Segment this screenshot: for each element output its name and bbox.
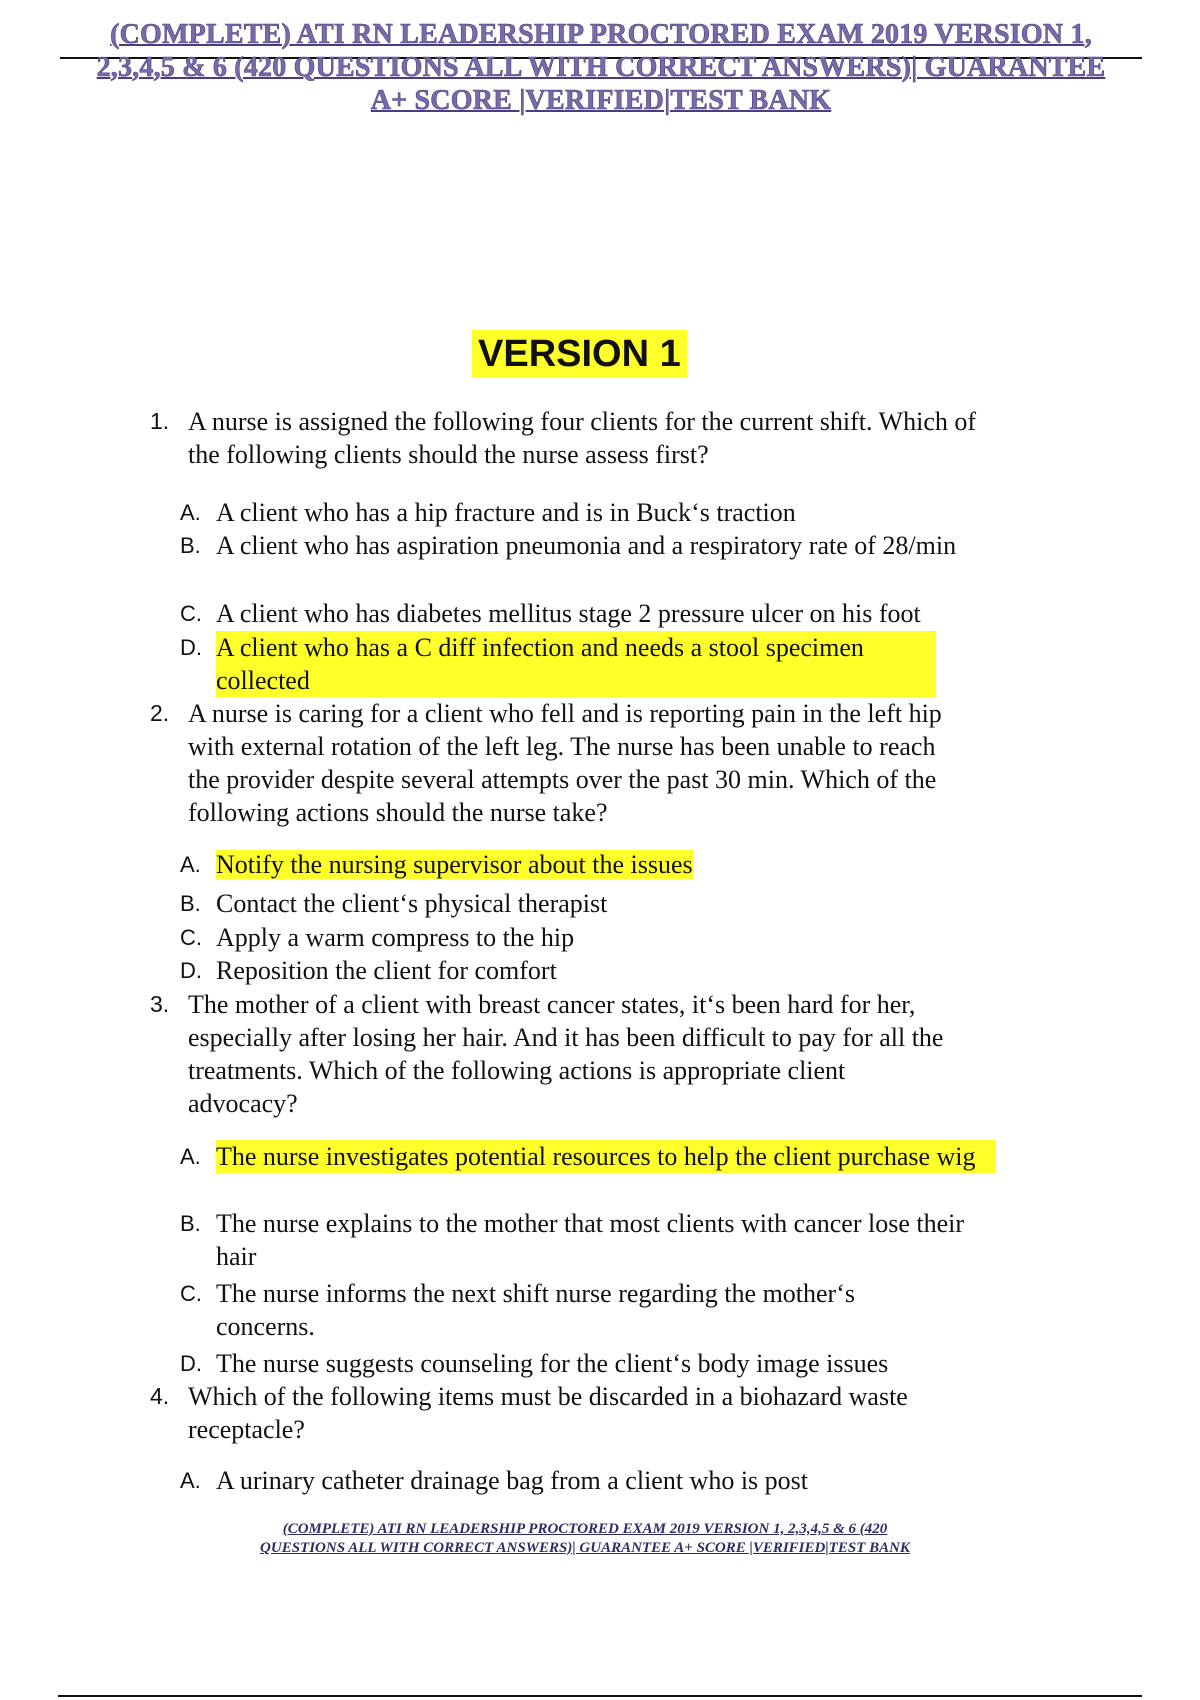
question-text: Which of the following items must be discarded in a biohazard waste receptacle? (188, 1382, 908, 1444)
option-4a (180, 1464, 1000, 1497)
option-2d (180, 954, 1000, 987)
option-letter: D. (180, 1351, 202, 1376)
option-text: The nurse informs the next shift nurse regarding the mother‘s concerns. (216, 1279, 855, 1341)
question-number: 4. (150, 1383, 170, 1409)
question-number: 2. (150, 700, 170, 726)
document-title[interactable]: (COMPLETE) ATI RN LEADERSHIP PROCTORED EXAM 2019 VERSION 1, 2,3,4,5 & 6 (420 QUESTIONS ALL WITH CORRECT ANSWERS)| GUARANTEE A+ SCORE |VERIFIED|TEST BANK (96, 19, 1106, 116)
question-4 (150, 1380, 980, 1446)
option-letter: D. (180, 958, 202, 983)
option-2a (180, 848, 1000, 881)
option-text: A client who has diabetes mellitus stage 2 pressure ulcer on his foot (216, 599, 921, 628)
option-1b (180, 529, 1000, 562)
option-1a (180, 496, 1000, 529)
question-number: 3. (150, 991, 170, 1017)
option-text: A client who has a hip fracture and is in Buck‘s traction (216, 498, 796, 527)
question-text: A nurse is assigned the following four clients for the current shift. Which of the following clients should the nurse assess first? (188, 407, 977, 469)
option-letter: A. (180, 1468, 201, 1493)
option-text-highlighted: The nurse investigates potential resources to help the client purchase wig (216, 1140, 996, 1173)
option-text: Reposition the client for comfort (216, 956, 557, 985)
option-text: A urinary catheter drainage bag from a client who is post (216, 1466, 809, 1495)
option-letter: A. (180, 1144, 201, 1169)
page-footer[interactable]: (COMPLETE) ATI RN LEADERSHIP PROCTORED EXAM 2019 VERSION 1, 2,3,4,5 & 6 (420 QUESTIONS ALL WITH CORRECT ANSWERS)| GUARANTEE A+ SCORE |VERIFIED|TEST BANK (260, 1521, 910, 1556)
question-number: 1. (150, 408, 170, 434)
option-text-highlighted: A client who has a C diff infection and needs a stool specimen collected (216, 631, 936, 697)
option-letter: A. (180, 852, 201, 877)
question-1 (150, 405, 980, 471)
option-letter: C. (180, 601, 202, 626)
option-1d (180, 631, 1000, 697)
option-letter: C. (180, 925, 202, 950)
option-letter: B. (180, 891, 201, 916)
option-3b (180, 1207, 1000, 1273)
option-3d (180, 1347, 1000, 1380)
option-text: Apply a warm compress to the hip (216, 923, 575, 952)
option-2b (180, 887, 1000, 920)
footer-rule (58, 1695, 1142, 1697)
option-letter: D. (180, 635, 202, 660)
option-letter: B. (180, 1211, 201, 1236)
option-text: The nurse explains to the mother that most clients with cancer lose their hair (216, 1209, 965, 1271)
option-text-highlighted: Notify the nursing supervisor about the issues (216, 850, 693, 879)
question-text: The mother of a client with breast cancer states, it‘s been hard for her, especially after losing her hair. And it has been difficult to pay for all the treatments. Which of the following actions is appropriate client advocacy? (188, 990, 944, 1118)
option-letter: A. (180, 500, 201, 525)
question-text: A nurse is caring for a client who fell and is reporting pain in the left hip with external rotation of the left leg. The nurse has been unable to reach the provider despite several attempts over the past 30 min. Which of the following actions should the nurse take? (188, 699, 942, 827)
option-1c (180, 597, 1000, 630)
option-3c (180, 1277, 1000, 1343)
option-letter: C. (180, 1281, 202, 1306)
version-heading: VERSION 1 (472, 330, 687, 378)
question-3 (150, 988, 980, 1120)
option-3a (180, 1140, 1000, 1173)
option-text: The nurse suggests counseling for the client‘s body image issues (216, 1349, 889, 1378)
question-2 (150, 697, 980, 829)
option-text: A client who has aspiration pneumonia and a respiratory rate of 28/min (216, 531, 957, 560)
option-letter: B. (180, 533, 201, 558)
option-2c (180, 921, 1000, 954)
option-text: Contact the client‘s physical therapist (216, 889, 608, 918)
